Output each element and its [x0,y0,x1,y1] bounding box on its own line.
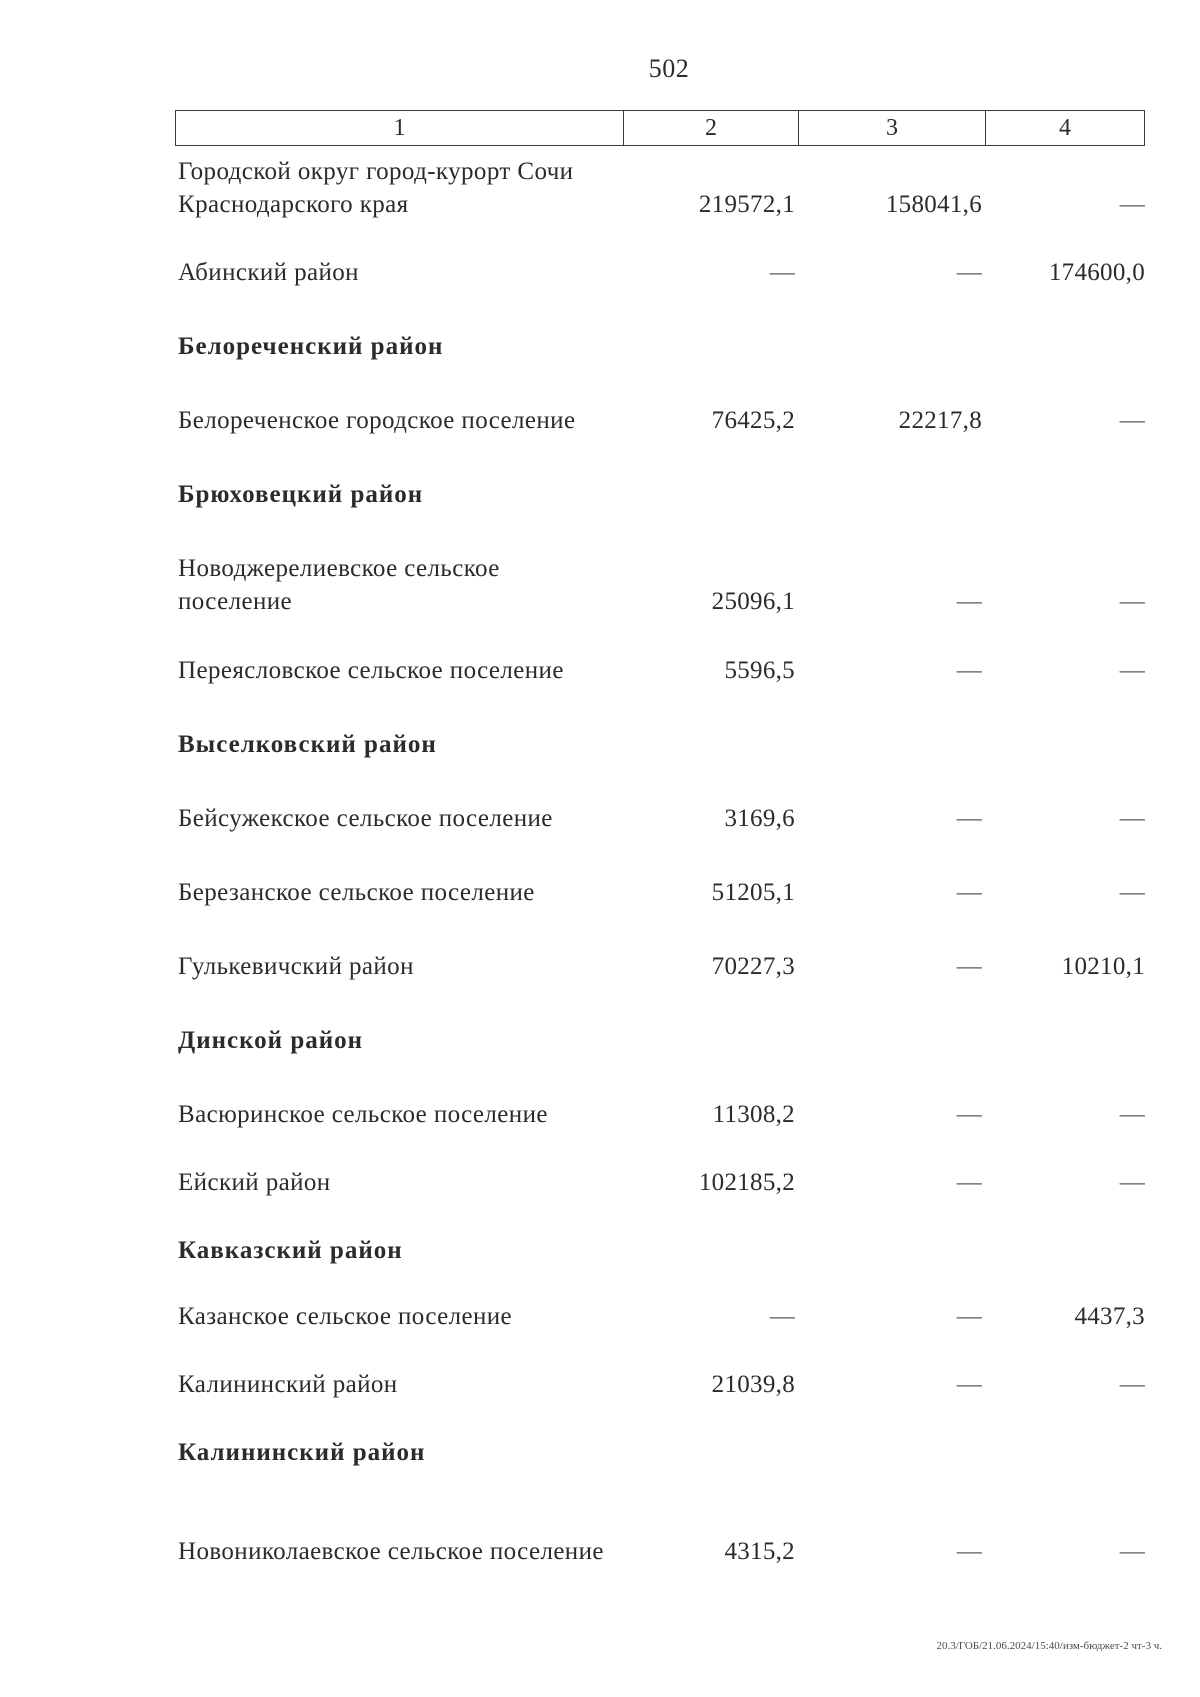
row-col-3: — [956,1303,982,1330]
table-header [175,110,1145,146]
row-col-4: — [1119,1101,1145,1128]
row-col-2: 4315,2 [724,1538,795,1565]
row-name: Белореченский район [178,333,444,360]
row-col-2: 76425,2 [711,407,795,434]
table-row-heading [178,478,1145,511]
row-col-3: — [956,1101,982,1128]
row-col-3: — [956,1169,982,1196]
row-col-4: — [1119,1371,1145,1398]
row-col-4: — [1119,879,1145,906]
table-row [178,155,1145,221]
row-name: Березанское сельское поселение [178,879,535,906]
row-col-4: 174600,0 [1048,259,1145,286]
table-row-heading [178,1024,1145,1057]
table-row [178,802,1145,835]
table-row [178,404,1145,437]
table-row [178,1502,1145,1568]
row-col-2: 25096,1 [711,588,795,615]
row-name: Брюховецкий район [178,481,424,508]
row-name: Динской район [178,1027,364,1054]
row-name: Абинский район [178,259,359,286]
row-col-2: 3169,6 [724,805,795,832]
row-name: Кавказский район [178,1237,403,1264]
page-number: 502 [648,54,690,83]
row-col-2: — [769,1303,795,1330]
header-col-1: 1 [176,111,624,145]
header-col-3: 3 [799,111,986,145]
row-name: Гулькевичский район [178,953,414,980]
row-col-2: 70227,3 [711,953,795,980]
row-col-2: 5596,5 [724,657,795,684]
row-name: Калининский район [178,1439,426,1466]
row-col-3: — [956,588,982,615]
row-name: Васюринское сельское поселение [178,1101,548,1128]
row-name: Казанское сельское поселение [178,1303,513,1330]
row-name: Новониколаевское сельское поселение [178,1538,604,1565]
row-col-4: — [1119,805,1145,832]
row-name: Выселковский район [178,731,437,758]
table-row-heading [178,1234,1145,1267]
row-col-4: — [1119,588,1145,615]
table-row [178,654,1145,687]
row-col-3: — [956,805,982,832]
table-row-heading [178,1436,1145,1469]
row-col-3: 22217,8 [898,407,982,434]
row-col-2: 102185,2 [698,1169,795,1196]
row-col-4: — [1119,1169,1145,1196]
row-col-4: — [1119,191,1145,218]
row-col-3: — [956,879,982,906]
row-name: Городской округ город-курорт Сочи Краснодарского края [178,158,574,218]
row-col-4: — [1119,1538,1145,1565]
row-col-3: — [956,259,982,286]
row-name: Ейский район [178,1169,331,1196]
row-col-4: — [1119,407,1145,434]
table-row [178,1300,1145,1333]
row-col-3: — [956,1538,982,1565]
row-name: Бейсужекское сельское поселение [178,805,553,832]
row-col-2: — [769,259,795,286]
row-name: Новоджерелиевское сельское поселение [178,555,500,615]
table-row [178,256,1145,289]
row-col-2: 21039,8 [711,1371,795,1398]
row-col-4: 10210,1 [1061,953,1145,980]
row-col-2: 51205,1 [711,879,795,906]
table-row-heading [178,728,1145,761]
row-col-2: 219572,1 [698,191,795,218]
row-name: Белореченское городское поселение [178,407,576,434]
document-footer-code: 20.3/ГОБ/21.06.2024/15:40/изм-бюджет-2 чт-3 ч. [936,1640,1162,1652]
header-col-2: 2 [624,111,799,145]
table-row [178,876,1145,909]
row-col-4: — [1119,657,1145,684]
header-col-4: 4 [1059,115,1071,141]
table-row [178,552,1145,618]
row-col-3: — [956,1371,982,1398]
row-name: Переясловское сельское поселение [178,657,564,684]
row-name: Калининский район [178,1371,398,1398]
table-row-heading [178,330,1145,363]
row-col-3: 158041,6 [885,191,982,218]
row-col-4: 4437,3 [1074,1303,1145,1330]
row-col-2: 11308,2 [712,1101,795,1128]
table-row [178,1098,1145,1131]
row-col-3: — [956,953,982,980]
table-row [178,1368,1145,1401]
row-col-3: — [956,657,982,684]
table-row [178,950,1145,983]
table-row [178,1166,1145,1199]
